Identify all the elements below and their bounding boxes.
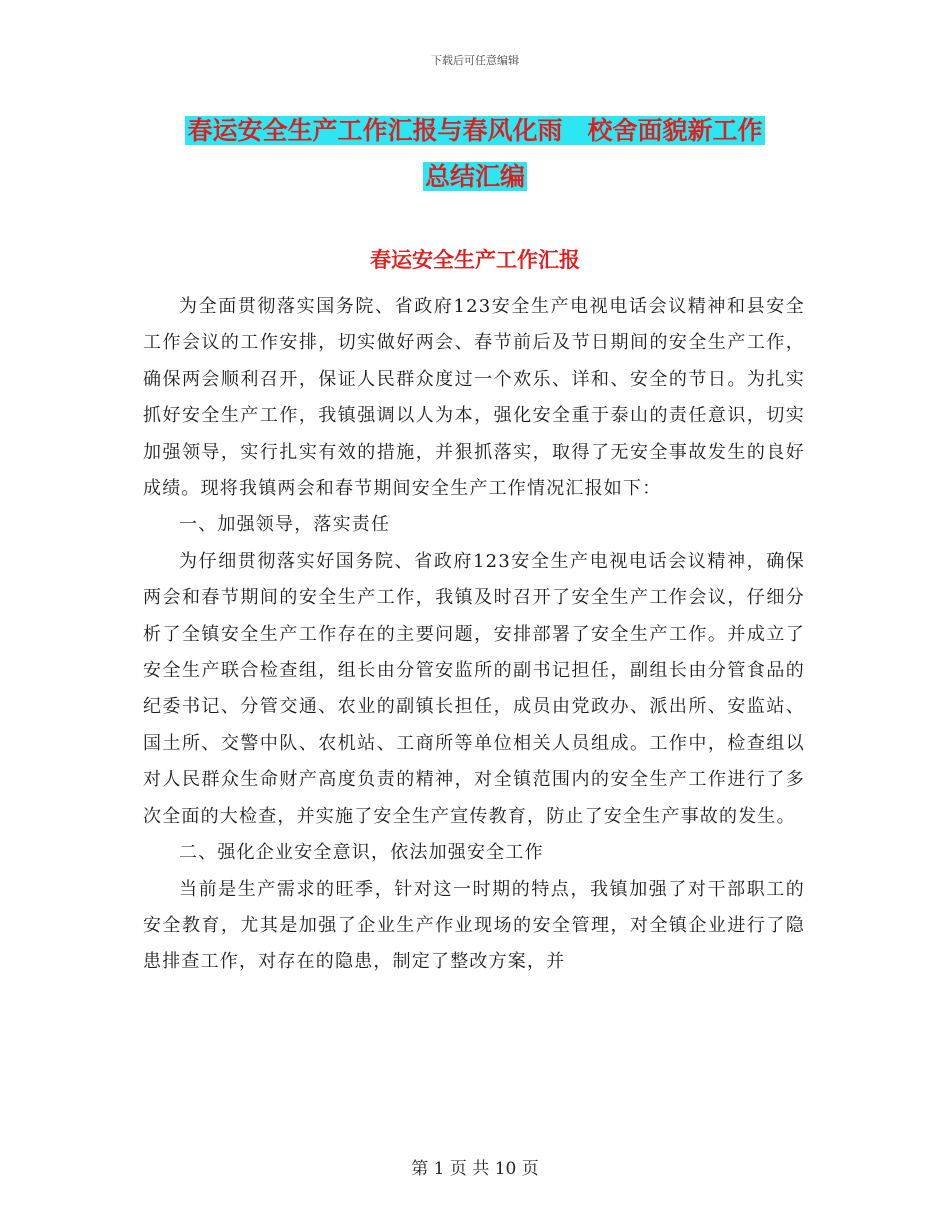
paragraph-section-2: 当前是生产需求的旺季，针对这一时期的特点，我镇加强了对干部职工的安全教育，尤其是加强了企业生产作业现场的安全管理，对全镇企业进行了隐患排查工作，对存在的隐患，制定了整改方案，并 — [143, 878, 805, 973]
heading-section-2: 二、强化企业安全意识，依法加强安全工作 — [179, 842, 544, 864]
document-title-line-2: 总结汇编 — [424, 162, 525, 191]
heading-section-1: 一、加强领导，落实责任 — [179, 514, 391, 536]
document-title-line-1: 春运安全生产工作汇报与春风化雨 校舍面貌新工作 — [187, 116, 763, 145]
page-footer: 第 1 页 共 10 页 — [411, 1159, 539, 1179]
document-title — [0, 108, 950, 200]
section-title: 春运安全生产工作汇报 — [370, 248, 580, 272]
paragraph-intro: 为全面贯彻落实国务院、省政府123安全生产电视电话会议精神和县安全工作会议的工作安排，切实做好两会、春节前后及节日期间的安全生产工作，确保两会顺利召开，保证人民群众度过一个欢乐、详和、安全的节日。为扎实抓好安全生产工作，我镇强调以人为本，强化安全重于泰山的责任意识，切实加强领导，实行扎实有效的措施，并狠抓落实，取得了无安全事故发生的良好成绩。现将我镇两会和春节期间安全生产工作情况汇报如下： — [143, 296, 805, 500]
paragraph-section-1: 为仔细贯彻落实好国务院、省政府123安全生产电视电话会议精神，确保两会和春节期间的安全生产工作，我镇及时召开了安全生产工作会议，仔细分析了全镇安全生产工作存在的主要问题，安排部署了安全生产工作。并成立了安全生产联合检查组，组长由分管安监所的副书记担任，副组长由分管食品的纪委书记、分管交通、农业的副镇长担任，成员由党政办、派出所、安监站、国土所、交警中队、农机站、工商所等单位相关人员组成。工作中，检查组以对人民群众生命财产高度负责的精神，对全镇范围内的安全生产工作进行了多次全面的大检查，并实施了安全生产宣传教育，防止了安全生产事故的发生。 — [143, 550, 805, 827]
page-header-note: 下载后可任意编辑 — [431, 54, 519, 67]
body-text — [143, 289, 805, 981]
